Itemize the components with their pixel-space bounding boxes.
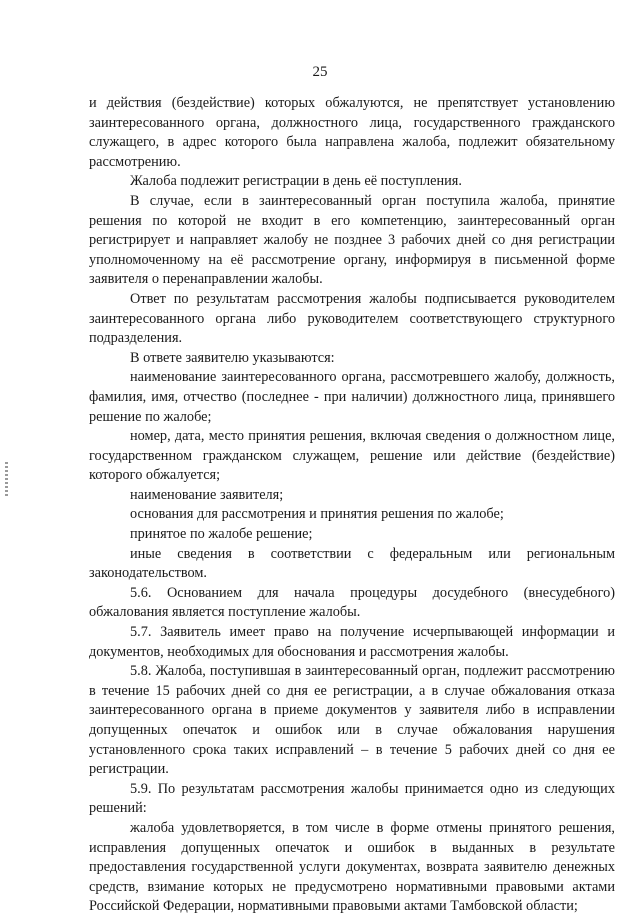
paragraph: 5.6. Основанием для начала процедуры досудебного (внесудебного) обжалования является поступление жалобы. [89, 584, 615, 621]
paragraph: наименование заявителя; [130, 486, 284, 503]
paragraph: номер, дата, место принятия решения, включая сведения о должностном лице, государственном гражданском служащем, решение или действие (бездействие) которого обжалуется; [89, 428, 615, 484]
paragraph: и действия (бездействие) которых обжалуются, не препятствует установлению заинтересованного органа, должностного лица, государственного гражданского служащего, в адрес которого была направлена жалоба, подлежит обязательному рассмотрению. [89, 95, 615, 170]
paragraph: 5.7. Заявитель имеет право на получение исчерпывающей информации и документов, необходимых для обоснования и рассмотрения жалобы. [89, 624, 615, 660]
paragraph: Ответ по результатам рассмотрения жалобы подписывается руководителем заинтересованного органа либо руководителем соответствующего структурного подразделения. [89, 290, 615, 347]
paragraph: жалоба удовлетворяется, в том числе в форме отмены принятого решения, исправления допущенных опечаток и ошибок в выданных в результате предоставления государственной услуги документах, возврата заявителю денежных средств, взимание которых не предусмотрено нормативными правовыми актами Российской Федерации, нормативными правовыми актами Тамбовской области; [89, 819, 615, 915]
paragraph: основания для рассмотрения и принятия решения по жалобе; [130, 506, 504, 523]
paragraph: иные сведения в соответствии с федеральным или региональным законодательством. [89, 545, 615, 582]
paragraph: В ответе заявителю указываются: [130, 349, 335, 366]
margin-scan-mark [5, 462, 8, 498]
paragraph: принятое по жалобе решение; [130, 526, 313, 543]
document-body [89, 94, 615, 917]
paragraph: 5.8. Жалоба, поступившая в заинтересованный орган, подлежит рассмотрению в течение 15 рабочих дней со дня ее регистрации, а в случае обжалования отказа заинтересованного органа в приеме документов у заявителя либо в исправлении допущенных опечаток и ошибок или в случае обжалования нарушения установленного срока таких исправлений – в течение 5 рабочих дней со дня ее регистрации. [89, 663, 615, 778]
page-number: 25 [312, 64, 328, 80]
paragraph: Жалоба подлежит регистрации в день её поступления. [130, 173, 462, 190]
paragraph: В случае, если в заинтересованный орган поступила жалоба, принятие решения по которой не входит в его компетенцию, заинтересованный орган регистрирует и направляет жалобу не позднее 3 рабочих дней со дня регистрации уполномоченному на её рассмотрение органу, информируя в письменной форме заявителя о перенаправлении жалобы. [89, 192, 615, 288]
paragraph: наименование заинтересованного органа, рассмотревшего жалобу, должность, фамилия, имя, отчество (последнее - при наличии) должностного лица, принявшего решение по жалобе; [89, 369, 615, 425]
paragraph: 5.9. По результатам рассмотрения жалобы принимается одно из следующих решений: [89, 780, 615, 817]
